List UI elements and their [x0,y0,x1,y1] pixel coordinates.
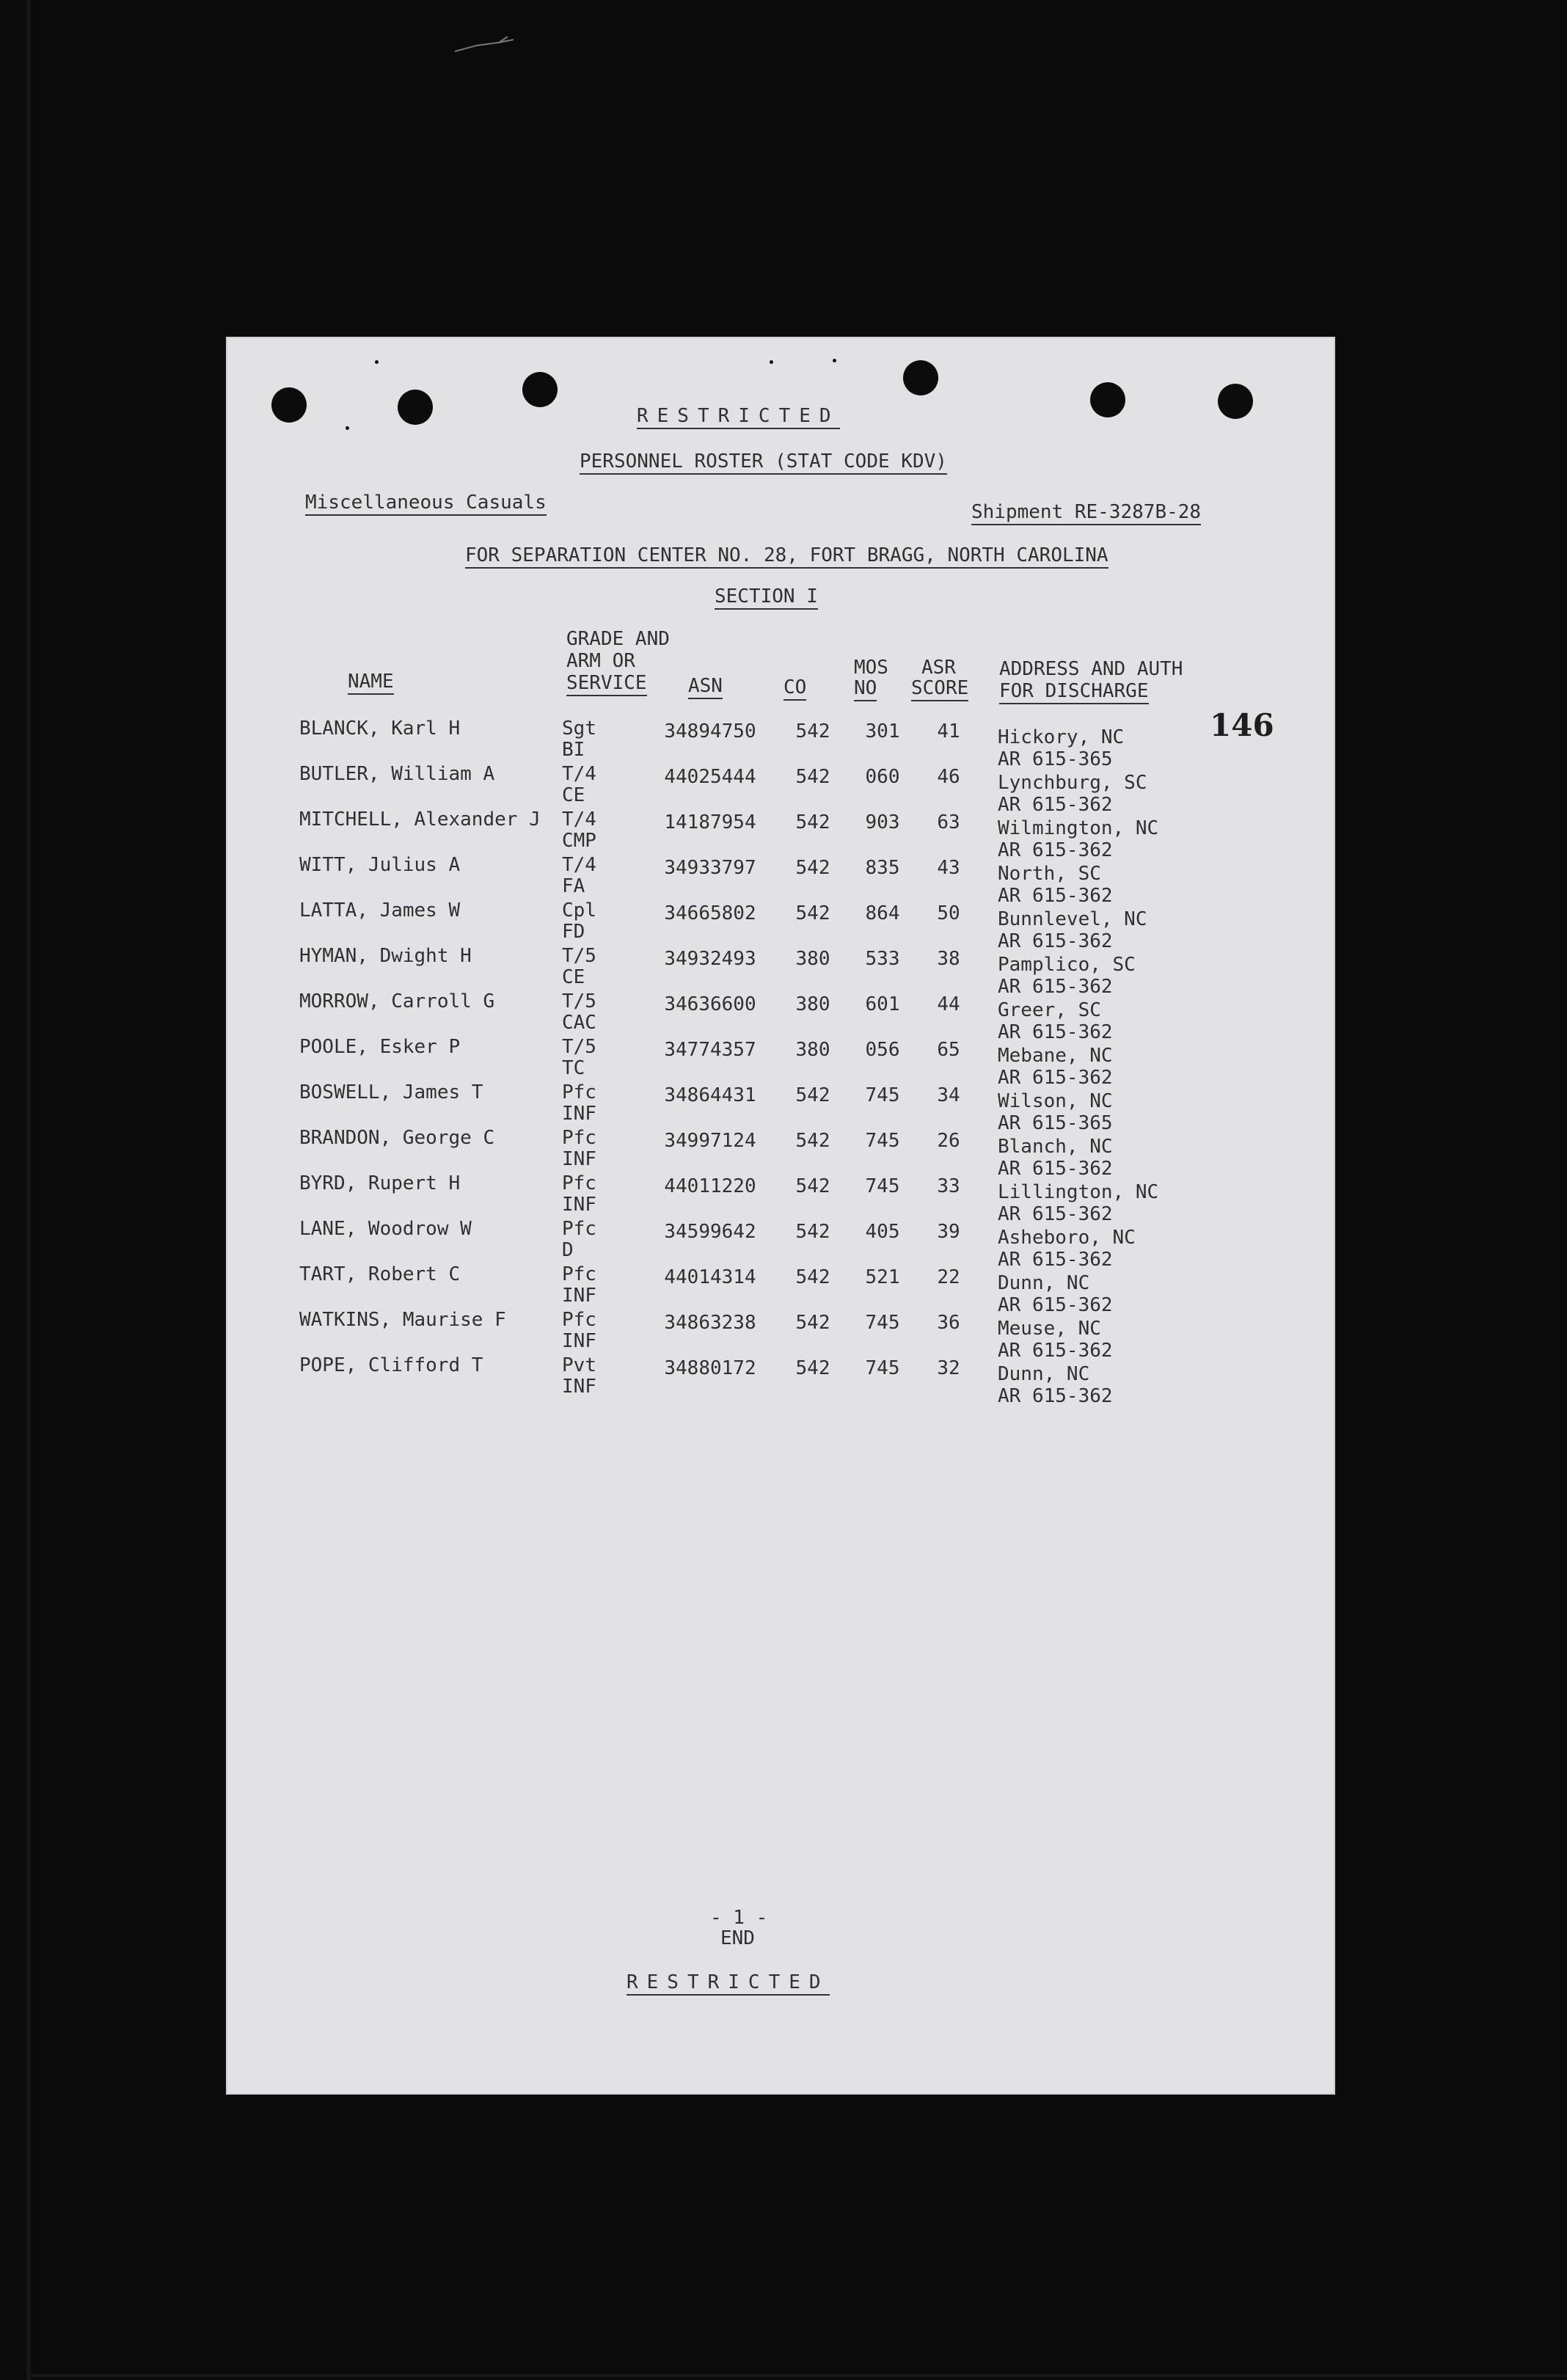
row-grade: T/5 [562,990,596,1012]
row-asn: 44014314 [664,1266,756,1288]
row-address: Lynchburg, SC [998,772,1147,794]
row-arm: INF [562,1376,596,1398]
row-asn: 44025444 [664,766,756,788]
header-asr-2: SCORE [911,677,968,701]
row-score: 38 [937,948,960,970]
row-asn: 34880172 [664,1357,756,1379]
row-address: Wilson, NC [998,1090,1113,1112]
header-addr-1: ADDRESS AND AUTH [999,658,1183,680]
row-address: Wilmington, NC [998,817,1159,839]
row-grade: Pfc [562,1081,596,1103]
row-co: 542 [795,811,830,833]
row-grade: T/5 [562,1036,596,1058]
row-name: WATKINS, Maurise F [299,1309,506,1331]
paper-speck [770,360,773,364]
row-score: 46 [937,766,960,788]
row-auth: AR 615-362 [998,1385,1113,1407]
row-address: Dunn, NC [998,1272,1090,1294]
row-arm: CE [562,784,585,806]
row-grade: Pfc [562,1263,596,1285]
row-address: North, SC [998,863,1101,885]
row-co: 542 [795,1266,830,1288]
row-score: 44 [937,993,960,1015]
punch-hole [398,390,433,425]
row-name: BLANCK, Karl H [299,718,461,740]
row-asn: 34599642 [664,1221,756,1243]
row-mos: 533 [865,948,900,970]
row-score: 41 [937,720,960,742]
paper-speck [375,360,379,364]
row-asn: 34997124 [664,1130,756,1152]
row-auth: AR 615-362 [998,794,1113,816]
roster-title: PERSONNEL ROSTER (STAT CODE KDV) [580,450,947,475]
row-grade: Pfc [562,1218,596,1240]
row-grade: T/4 [562,808,596,831]
row-asn: 34932493 [664,948,756,970]
row-arm: INF [562,1330,596,1352]
row-arm: INF [562,1194,596,1216]
row-arm: INF [562,1285,596,1307]
paper-speck [833,359,836,362]
row-asn: 34863238 [664,1312,756,1334]
row-mos: 056 [865,1039,900,1061]
page-number: - 1 - [710,1907,768,1929]
row-address: Meuse, NC [998,1318,1101,1340]
row-co: 380 [795,948,830,970]
row-score: 26 [937,1130,960,1152]
row-auth: AR 615-365 [998,1112,1113,1134]
row-co: 542 [795,766,830,788]
row-address: Blanch, NC [998,1136,1113,1158]
film-edge-bottom [26,2374,1567,2377]
row-arm: FD [562,921,585,943]
row-address: Mebane, NC [998,1045,1113,1067]
row-arm: CAC [562,1012,596,1034]
punch-hole [1218,384,1253,419]
row-auth: AR 615-362 [998,1021,1113,1043]
row-co: 542 [795,1084,830,1106]
page-stamp-number: 146 [1210,707,1274,743]
row-score: 32 [937,1357,960,1379]
film-edge-left [26,0,31,2380]
row-asn: 34665802 [664,902,756,924]
row-arm: CE [562,966,585,988]
row-co: 542 [795,720,830,742]
row-co: 542 [795,1130,830,1152]
row-co: 380 [795,1039,830,1061]
row-asn: 34636600 [664,993,756,1015]
document-page [226,337,1335,2095]
punch-hole [1090,382,1125,417]
row-grade: Sgt [562,718,596,740]
row-co: 542 [795,1221,830,1243]
row-name: BOSWELL, James T [299,1081,483,1103]
row-grade: Pfc [562,1172,596,1194]
row-mos: 745 [865,1130,900,1152]
shipment-label: Shipment RE-3287B-28 [971,501,1201,525]
row-auth: AR 615-362 [998,885,1113,907]
row-grade: T/4 [562,763,596,785]
row-co: 380 [795,993,830,1015]
header-grade-3: SERVICE [566,672,647,696]
row-auth: AR 615-362 [998,1249,1113,1271]
row-mos: 903 [865,811,900,833]
row-address: Lillington, NC [998,1181,1159,1203]
header-asr-1: ASR [921,657,956,679]
row-grade: Pfc [562,1127,596,1149]
row-name: MITCHELL, Alexander J [299,808,541,831]
header-addr-2: FOR DISCHARGE [999,680,1149,704]
classification-top: RESTRICTED [637,405,840,429]
row-score: 39 [937,1221,960,1243]
paper-speck [346,426,349,430]
row-arm: INF [562,1148,596,1170]
row-auth: AR 615-362 [998,1067,1113,1089]
row-arm: TC [562,1057,585,1079]
row-score: 34 [937,1084,960,1106]
row-asn: 34774357 [664,1039,756,1061]
header-name: NAME [348,671,394,695]
row-address: Bunnlevel, NC [998,908,1147,930]
row-asn: 14187954 [664,811,756,833]
header-co: CO [784,676,806,701]
row-mos: 301 [865,720,900,742]
row-co: 542 [795,902,830,924]
row-grade: Cpl [562,899,596,921]
row-mos: 745 [865,1357,900,1379]
scan-artifact [455,29,528,59]
row-score: 33 [937,1175,960,1197]
row-score: 50 [937,902,960,924]
row-auth: AR 615-362 [998,1340,1113,1362]
row-name: TART, Robert C [299,1263,461,1285]
row-mos: 060 [865,766,900,788]
punch-hole [903,360,938,395]
row-co: 542 [795,1312,830,1334]
row-score: 22 [937,1266,960,1288]
row-auth: AR 615-362 [998,839,1113,861]
row-auth: AR 615-362 [998,1294,1113,1316]
row-co: 542 [795,1175,830,1197]
row-asn: 34894750 [664,720,756,742]
row-name: BYRD, Rupert H [299,1172,461,1194]
row-score: 63 [937,811,960,833]
row-score: 43 [937,857,960,879]
group-label: Miscellaneous Casuals [305,492,547,516]
row-arm: BI [562,739,585,761]
row-name: POOLE, Esker P [299,1036,461,1058]
header-grade-2: ARM OR [566,650,635,672]
row-auth: AR 615-362 [998,976,1113,998]
row-mos: 745 [865,1312,900,1334]
row-grade: Pvt [562,1354,596,1376]
end-label: END [720,1927,755,1949]
row-address: Asheboro, NC [998,1227,1136,1249]
row-name: LATTA, James W [299,899,461,921]
row-asn: 44011220 [664,1175,756,1197]
row-asn: 34864431 [664,1084,756,1106]
row-grade: Pfc [562,1309,596,1331]
row-address: Greer, SC [998,999,1101,1021]
classification-bottom: RESTRICTED [627,1971,830,1996]
row-arm: CMP [562,830,596,852]
row-arm: D [562,1239,574,1261]
row-address: Hickory, NC [998,726,1125,748]
row-mos: 745 [865,1084,900,1106]
row-mos: 835 [865,857,900,879]
row-auth: AR 615-362 [998,1203,1113,1225]
row-auth: AR 615-365 [998,748,1113,770]
row-score: 65 [937,1039,960,1061]
punch-hole [522,372,558,407]
row-asn: 34933797 [664,857,756,879]
row-auth: AR 615-362 [998,1158,1113,1180]
header-grade-1: GRADE AND [566,628,670,650]
destination-line: FOR SEPARATION CENTER NO. 28, FORT BRAGG, NORTH CAROLINA [465,544,1108,569]
row-address: Dunn, NC [998,1363,1090,1385]
row-mos: 745 [865,1175,900,1197]
row-name: POPE, Clifford T [299,1354,483,1376]
row-name: HYMAN, Dwight H [299,945,472,967]
row-mos: 601 [865,993,900,1015]
row-arm: INF [562,1103,596,1125]
row-mos: 405 [865,1221,900,1243]
header-asn: ASN [688,675,723,699]
row-name: MORROW, Carroll G [299,990,495,1012]
header-mos-2: NO [854,677,877,701]
row-grade: T/5 [562,945,596,967]
row-co: 542 [795,857,830,879]
row-name: BUTLER, William A [299,763,495,785]
row-name: BRANDON, George C [299,1127,495,1149]
row-name: LANE, Woodrow W [299,1218,472,1240]
section-heading: SECTION I [715,585,818,610]
row-mos: 864 [865,902,900,924]
row-grade: T/4 [562,854,596,876]
row-name: WITT, Julius A [299,854,461,876]
header-mos-1: MOS [854,657,888,679]
row-address: Pamplico, SC [998,954,1136,976]
punch-hole [271,387,307,423]
row-score: 36 [937,1312,960,1334]
row-mos: 521 [865,1266,900,1288]
row-auth: AR 615-362 [998,930,1113,952]
row-arm: FA [562,875,585,897]
row-co: 542 [795,1357,830,1379]
